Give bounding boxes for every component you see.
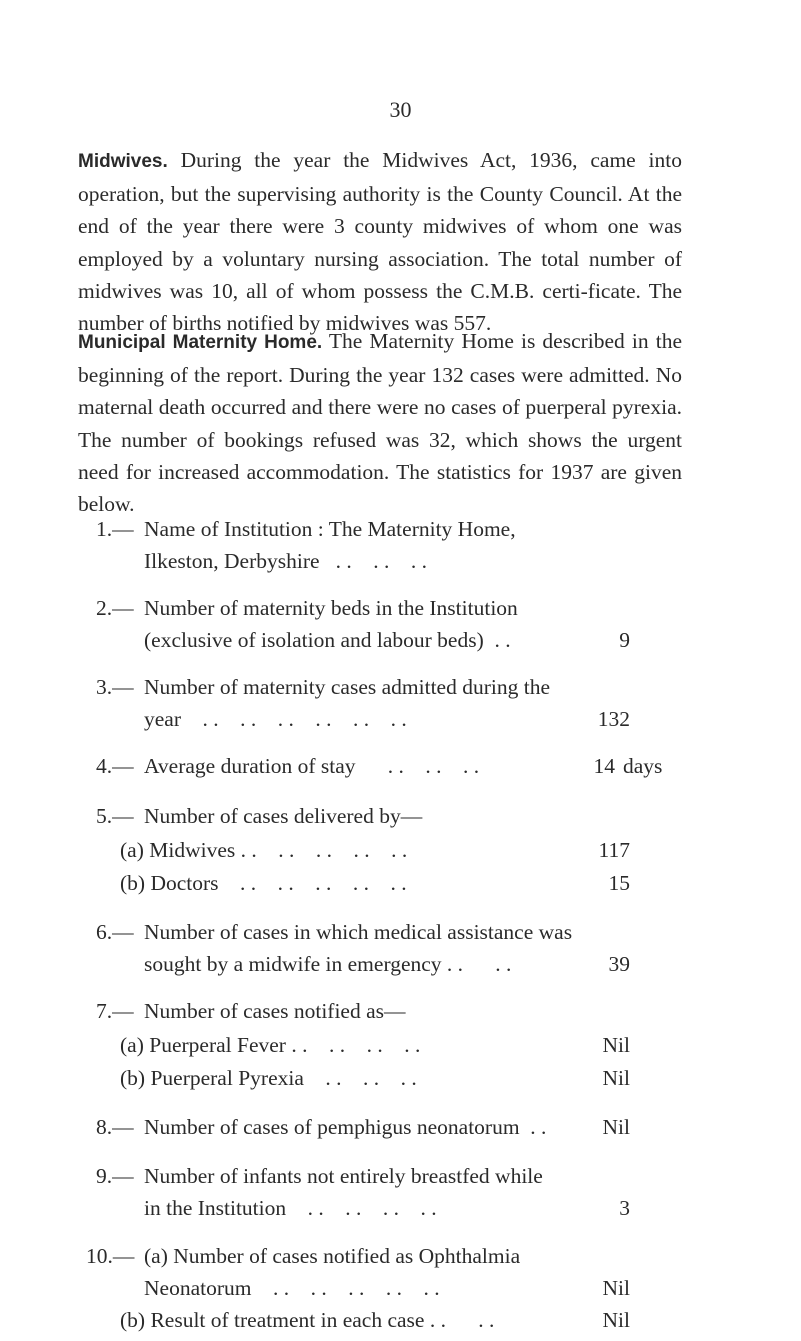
stat-number: 4.— <box>96 754 134 778</box>
stat-value: 117 <box>598 838 630 862</box>
stat-5 <box>0 800 801 832</box>
stat-8 <box>0 1111 801 1143</box>
paragraph-midwives <box>78 144 682 339</box>
stat-number: 7.— <box>96 999 134 1023</box>
stat-sublabel: (b) Doctors . . . . . . . . . . <box>120 871 407 895</box>
stat-label: Number of cases notified as— <box>144 999 406 1023</box>
paragraph-lead: Municipal Maternity Home. <box>78 332 323 353</box>
stat-label: (a) Number of cases notified as Ophthalmia <box>144 1244 521 1268</box>
stat-number: 5.— <box>96 804 134 828</box>
stat-label: sought by a midwife in emergency . . . . <box>144 952 512 976</box>
paragraph-text: The Maternity Home is described in the beginning of the report. During the year 132 cases were admitted. No maternal death occurred and there were no cases of puerperal pyrexia. The number of bookings refused was 32, which shows the urgent need for increased accommodation. The statistics for 1937 are given below. <box>78 329 682 517</box>
stat-number: 8.— <box>96 1115 134 1139</box>
stat-6 <box>0 916 801 948</box>
stat-number: 9.— <box>96 1164 134 1188</box>
paragraph-maternity-home <box>78 325 682 520</box>
stat-7a <box>0 1029 801 1061</box>
stat-7b <box>0 1062 801 1094</box>
stat-10 <box>0 1240 801 1272</box>
stat-value: 3 <box>619 1196 630 1220</box>
stat-2 <box>0 592 801 624</box>
stat-sublabel: (b) Result of treatment in each case . . . . <box>120 1308 495 1332</box>
stat-sublabel: (a) Midwives . . . . . . . . . . <box>120 838 408 862</box>
stat-value: 39 <box>608 952 630 976</box>
stat-10-cont <box>0 1272 801 1304</box>
stat-label: Number of cases of pemphigus neonatorum . . <box>144 1115 547 1139</box>
stat-label: Number of maternity beds in the Institution <box>144 596 518 620</box>
stat-number: 2.— <box>96 596 134 620</box>
stat-value: Nil <box>602 1066 630 1090</box>
stat-value: Nil <box>602 1115 630 1139</box>
stat-value: 15 <box>608 871 630 895</box>
page-number: 30 <box>389 97 412 122</box>
stat-1-cont <box>0 545 801 577</box>
stat-label: Average duration of stay . . . . . . <box>144 754 480 778</box>
paragraph-lead: Midwives. <box>78 151 168 172</box>
stat-sublabel: (a) Puerperal Fever . . . . . . . . <box>120 1033 421 1057</box>
stat-7 <box>0 995 801 1027</box>
stat-unit: days <box>623 754 663 778</box>
stat-label: in the Institution . . . . . . . . <box>144 1196 437 1220</box>
stat-number: 6.— <box>96 920 134 944</box>
stat-value: Nil <box>602 1033 630 1057</box>
stat-value: Nil <box>602 1308 630 1332</box>
stat-label: Number of cases in which medical assistance was <box>144 920 573 944</box>
stat-value: 132 <box>597 707 630 731</box>
stat-label: Name of Institution : The Maternity Home, <box>144 517 516 541</box>
stat-1 <box>0 513 801 545</box>
stat-value: 9 <box>619 628 630 652</box>
stat-number: 1.— <box>96 517 134 541</box>
stat-sublabel: (b) Puerperal Pyrexia . . . . . . <box>120 1066 417 1090</box>
paragraph-text: During the year the Midwives Act, 1936, came into operation, but the supervising authority is the County Council. At the end of the year there were 3 county midwives of whom one was employed by a voluntary nursing association. The total number of midwives was 10, all of whom possess the C.M.B. certi-ficate. The number of births notified by midwives was 557. <box>78 148 682 336</box>
stat-label: year . . . . . . . . . . . . <box>144 707 407 731</box>
stat-label: Ilkeston, Derbyshire . . . . . . <box>144 549 428 573</box>
stat-label: Number of cases delivered by— <box>144 804 423 828</box>
stat-5b <box>0 867 801 899</box>
stat-9-cont <box>0 1192 801 1224</box>
stat-label: Number of infants not entirely breastfed while <box>144 1164 543 1188</box>
stat-number: 10.— <box>86 1244 135 1268</box>
stat-3-cont <box>0 703 801 735</box>
stat-6-cont <box>0 948 801 980</box>
stat-10b <box>0 1304 801 1336</box>
stat-value: Nil <box>602 1276 630 1300</box>
stat-value: 14 <box>593 754 615 778</box>
stat-3 <box>0 671 801 703</box>
stat-label: Number of maternity cases admitted during the <box>144 675 550 699</box>
stat-5a <box>0 834 801 866</box>
stat-9 <box>0 1160 801 1192</box>
stat-4 <box>0 750 801 782</box>
stat-2-cont <box>0 624 801 656</box>
stat-label: Neonatorum . . . . . . . . . . <box>144 1276 440 1300</box>
stat-number: 3.— <box>96 675 134 699</box>
stat-label: (exclusive of isolation and labour beds) . . <box>144 628 511 652</box>
